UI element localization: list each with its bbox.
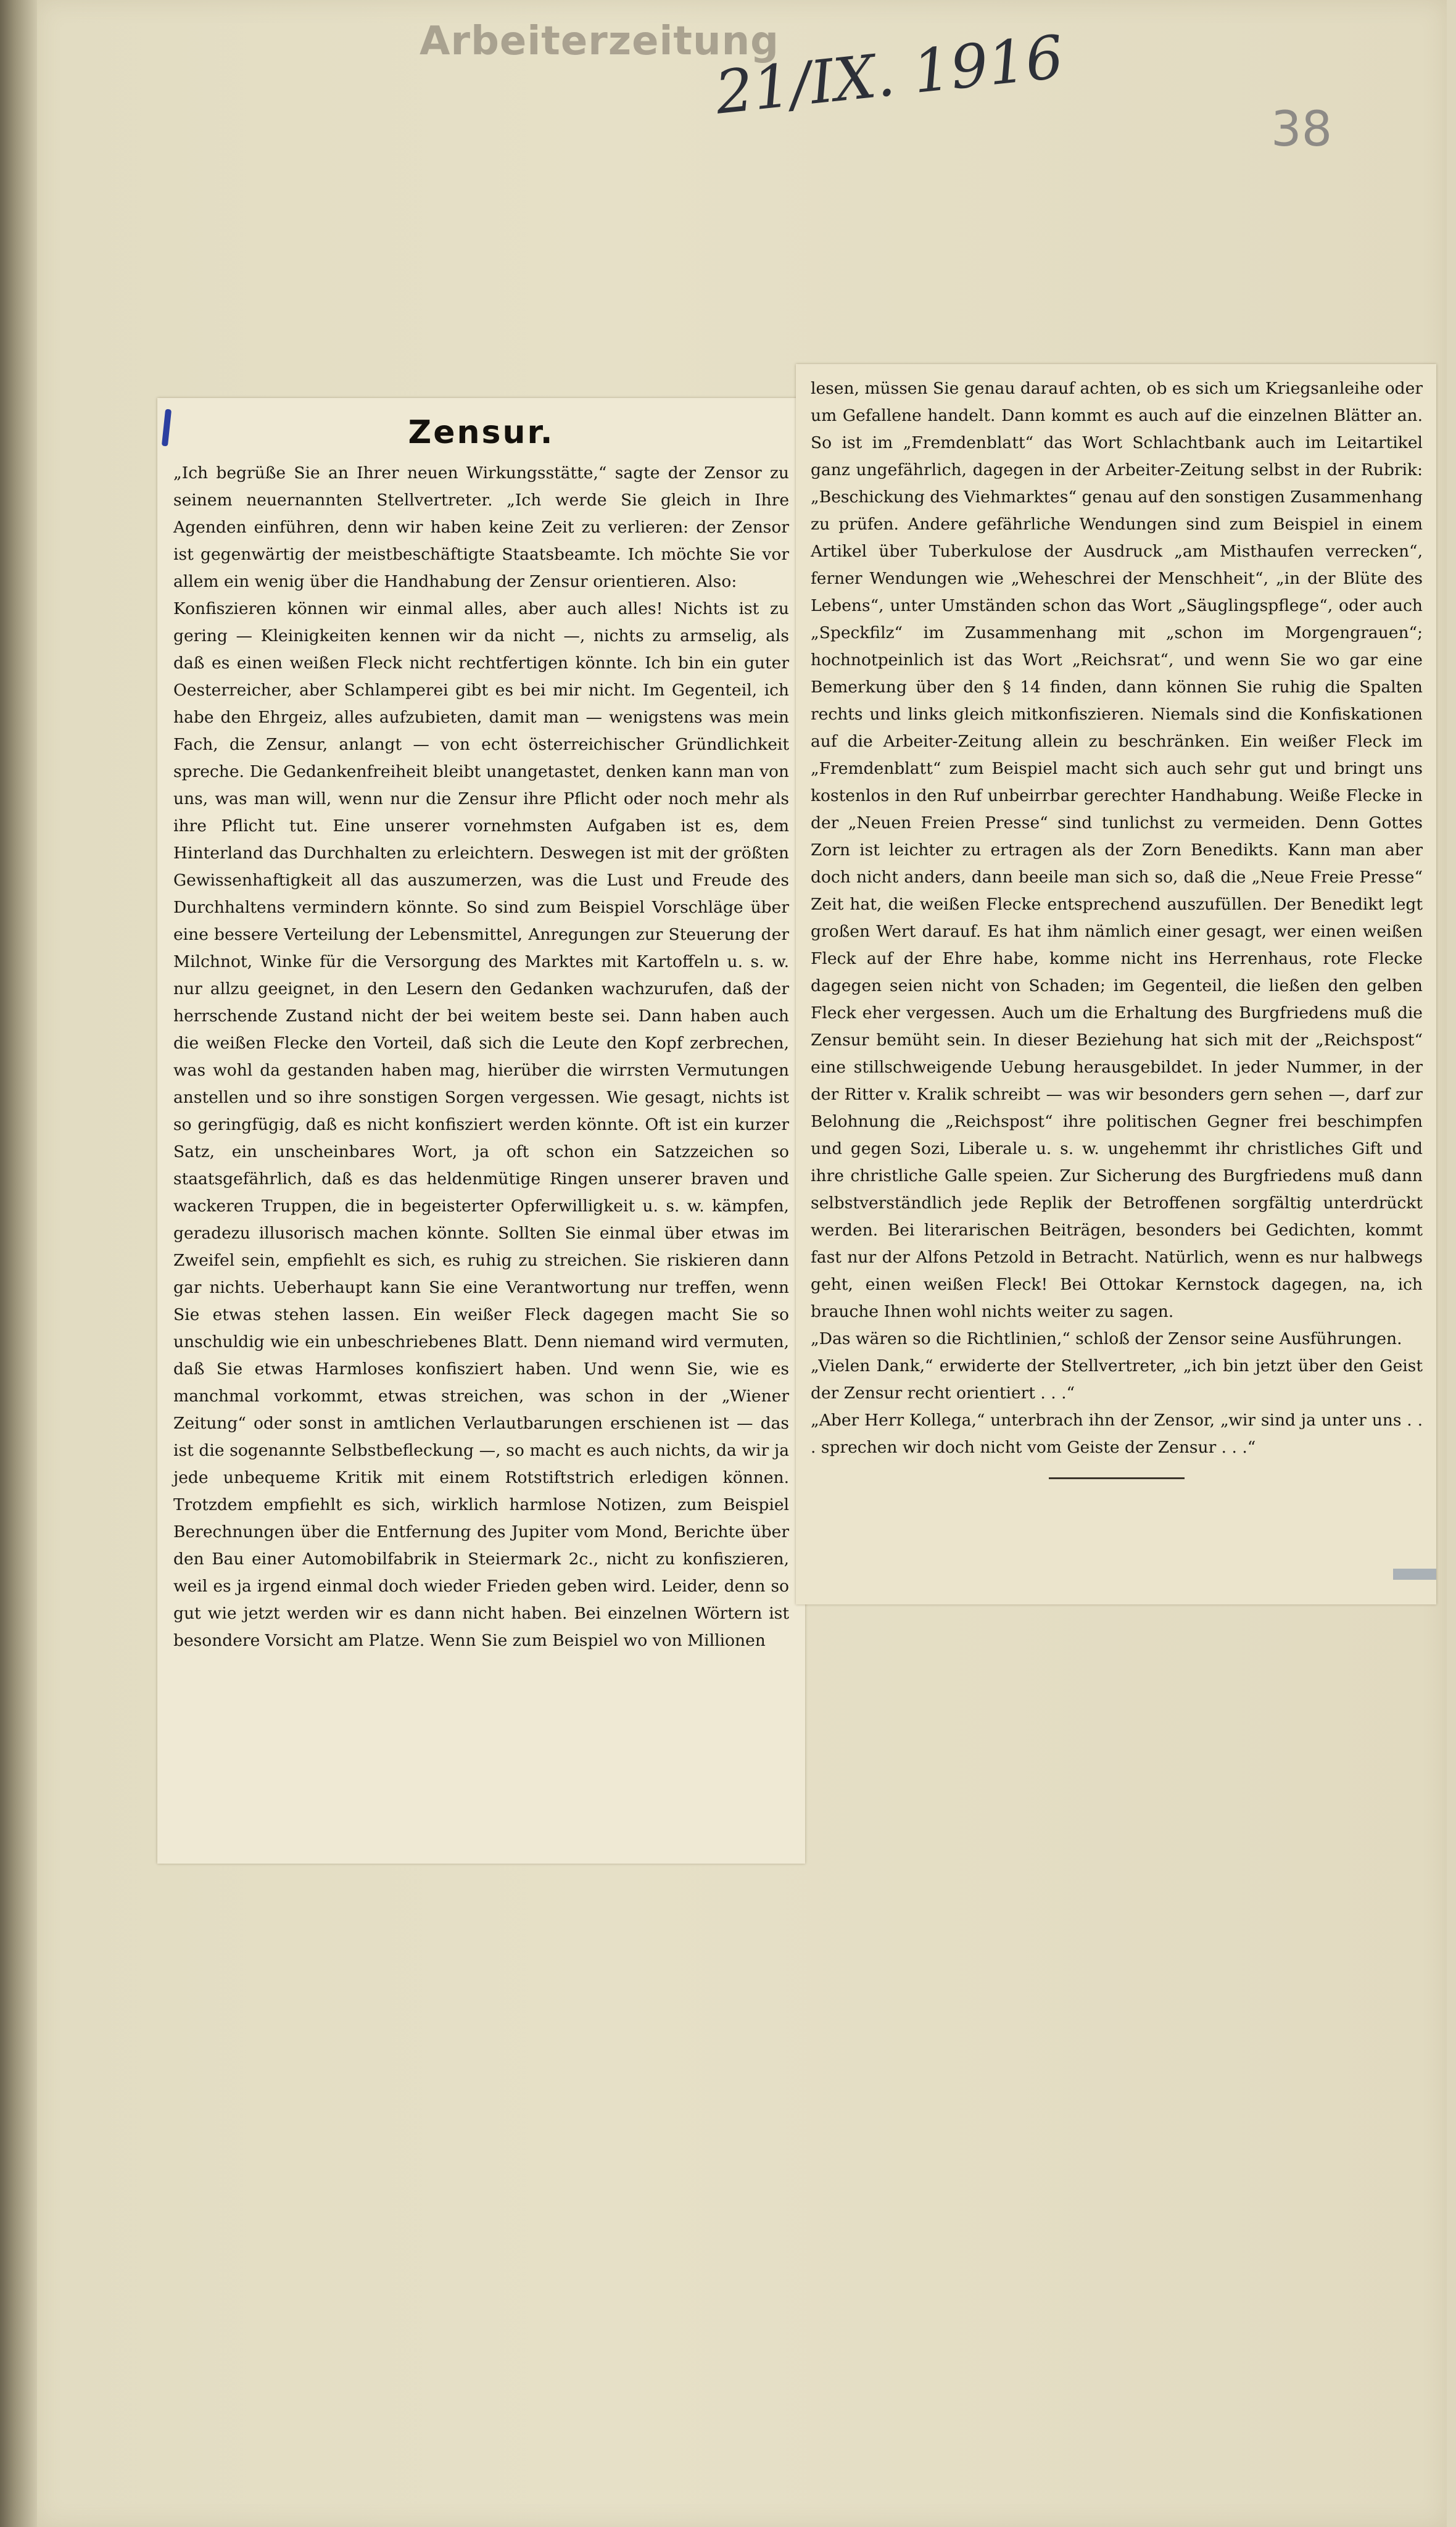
page-number: 38 [1271, 102, 1333, 157]
clipping-right-column [796, 364, 1436, 1604]
article-text-right: lesen, müssen Sie genau darauf achten, ob es sich um Kriegsanleihe oder um Gefallene handelt. Dann kommt es auch auf die einzelnen Blätter an. So ist im „Fremdenblatt“ das Wort Schlachtbank auch im Leitartikel ganz ungefährlich, dagegen in der Arbeiter-Zeitung selbst in der Rubrik: „Beschickung des Viehmarktes“ genau auf den sonstigen Zusammenhang zu prüfen. Andere gefährliche Wendungen sind zum Beispiel in einem Artikel über Tuberkulose der Ausdruck „am Misthaufen verrecken“, ferner Wendungen wie „Weheschrei der Menschheit“, „in der Blüte des Lebens“, unter Umständen schon das Wort „Säuglingspflege“, oder auch „Speckfilz“ im Zusammenhang mit „schon im Morgengrauen“; hochnotpeinlich ist das Wort „Reichsrat“, und wenn Sie wo gar eine Bemerkung über den § 14 finden, dann können Sie ruhig die Spalten rechts und links gleich mitkonfiszieren. Niemals sind die Konfiskationen auf die Arbeiter-Zeitung allein zu beschränken. Ein weißer Fleck im „Fremdenblatt“ zum Beispiel macht sich auch sehr gut und bringt uns kostenlos in den Ruf unbeirrbar gerechter Handhabung. Weiße Flecke in der „Neuen Freien Presse“ sind tunlichst zu vermeiden. Denn Gottes Zorn ist leichter zu ertragen als der Zorn Benedikts. Kann man aber doch nicht anders, dann beeile man sich so, daß die „Neue Freie Presse“ Zeit hat, die weißen Flecke entsprechend auszufüllen. Der Benedikt legt großen Wert darauf. Es hat ihm nämlich einer gesagt, wer einen weißen Fleck auf der Ehre habe, komme nicht ins Herrenhaus, rote Flecke dagegen seien nicht von Schaden; im Gegenteil, die ließen den gelben Fleck eher vergessen. Auch um die Erhaltung des Burgfriedens muß die Zensur bemüht sein. In dieser Beziehung hat sich mit der „Reichspost“ eine stillschweigende Uebung herausgebildet. In jeder Nummer, in der der Ritter v. Kralik schreibt — was wir besonders gern sehen —, darf zur Belohnung die „Reichspost“ ihre politischen Gegner frei beschimpfen und gegen Sozi, Liberale u. s. w. ungehemmt ihr christliches Gift und ihre christliche Galle speien. Zur Sicherung des Burgfriedens muß dann selbstverständlich jede Replik der Betroffenen sorgfältig unterdrückt werden. Bei literarischen Beiträgen, besonders bei Gedichten, kommt fast nur der Alfons Petzold in Betracht. Natürlich, wenn es nur halbwegs geht, einen weißen Fleck! Bei Ottokar Kernstock dagegen, na, ich brauche Ihnen wohl nichts weiter zu sagen. „Das wären so die Richtlinien,“ schloß der Zensor seine Ausführungen. „Vielen Dank,“ erwiderte der Stellvertreter, „ich bin jetzt über den Geist der Zensur recht orientiert . . .“ „Aber Herr Kollega,“ unterbrach ihn der Zensor, „wir sind ja unter uns . . . sprechen wir doch nicht vom Geiste der Zensur . . .“ [811, 379, 1423, 1457]
newspaper-stamp: Arbeiterzeitung [420, 19, 779, 64]
handwritten-date: 21/IX. 1916 [712, 22, 1067, 128]
blue-pencil-mark-icon [162, 409, 172, 447]
end-rule [1049, 1477, 1185, 1479]
blue-pencil-edge [1393, 1569, 1436, 1580]
paper-edge [0, 0, 37, 2527]
article-text-left: „Ich begrüße Sie an Ihrer neuen Wirkungsstätte,“ sagte der Zensor zu seinem neuernannten Stellvertreter. „Ich werde Sie gleich in Ihre Agenden einführen, denn wir haben keine Zeit zu verlieren: der Zensor ist gegenwärtig der meistbeschäftigte Staatsbeamte. Ich möchte Sie vor allem ein wenig über die Handhabung der Zensur orientieren. Also: Konfiszieren können wir einmal alles, aber auch alles! Nichts ist zu gering — Kleinigkeiten kennen wir da nicht —, nichts zu armselig, als daß es einen weißen Fleck nicht rechtfertigen könnte. Ich bin ein guter Oesterreicher, aber Schlamperei gibt es bei mir nicht. Im Gegenteil, ich habe den Ehrgeiz, alles aufzubieten, damit man — wenigstens was mein Fach, die Zensur, anlangt — von echt österreichischer Gründlichkeit spreche. Die Gedankenfreiheit bleibt unangetastet, denken kann man von uns, was man will, wenn nur die Zensur ihre Pflicht oder noch mehr als ihre Pflicht tut. Eine unserer vornehmsten Aufgaben ist es, dem Hinterland das Durchhalten zu erleichtern. Deswegen ist mit der größten Gewissenhaftigkeit all das auszumerzen, was die Lust und Freude des Durchhaltens vermindern könnte. So sind zum Beispiel Vorschläge über eine bessere Verteilung der Lebensmittel, Anregungen zur Steuerung der Milchnot, Winke für die Versorgung des Marktes mit Kartoffeln u. s. w. nur allzu geeignet, in den Lesern den Gedanken wachzurufen, daß der herrschende Zustand nicht der bei weitem beste sei. Dann haben auch die weißen Flecke den Vorteil, daß sich die Leute den Kopf zerbrechen, was wohl da gestanden haben mag, hierüber die wirrsten Vermutungen anstellen und so ihre sonstigen Sorgen vergessen. Wie gesagt, nichts ist so geringfügig, daß es nicht konfisziert werden könnte. Oft ist ein kurzer Satz, ein unscheinbares Wort, ja oft schon ein Satzzeichen so staatsgefährlich, daß es das heldenmütige Ringen unserer braven und wackeren Truppen, die in begeisterter Opferwilligkeit u. s. w. kämpfen, geradezu illusorisch machen könnte. Sollten Sie einmal über etwas im Zweifel sein, empfiehlt es sich, es ruhig zu streichen. Sie riskieren dann gar nichts. Ueberhaupt kann Sie eine Verantwortung nur treffen, wenn Sie etwas stehen lassen. Ein weißer Fleck dagegen macht Sie so unschuldig wie ein unbeschriebenes Blatt. Denn niemand wird vermuten, daß Sie etwas Harmloses konfisziert haben. Und wenn Sie, wie es manchmal vorkommt, etwas streichen, was schon in der „Wiener Zeitung“ oder sonst in amtlichen Verlautbarungen erschienen ist — das ist die sogenannte Selbstbefleckung —, so macht es auch nichts, da wir ja jede unbequeme Kritik mit einem Rotstiftstrich erledigen können. Trotzdem empfiehlt es sich, wirklich harmlose Notizen, zum Beispiel Berechnungen über die Entfernung des Jupiter vom Mond, Berichte über den Bau einer Automobilfabrik in Steiermark 2c., nicht zu konfiszieren, weil es ja irgend einmal doch wieder Frieden geben wird. Leider, denn so gut wie jetzt werden wir es dann nicht haben. Bei einzelnen Wörtern ist besondere Vorsicht am Platze. Wenn Sie zum Beispiel wo von Millionen [173, 463, 789, 1650]
clipping-left-column [157, 398, 805, 1864]
article-title: Zensur. [408, 414, 555, 451]
